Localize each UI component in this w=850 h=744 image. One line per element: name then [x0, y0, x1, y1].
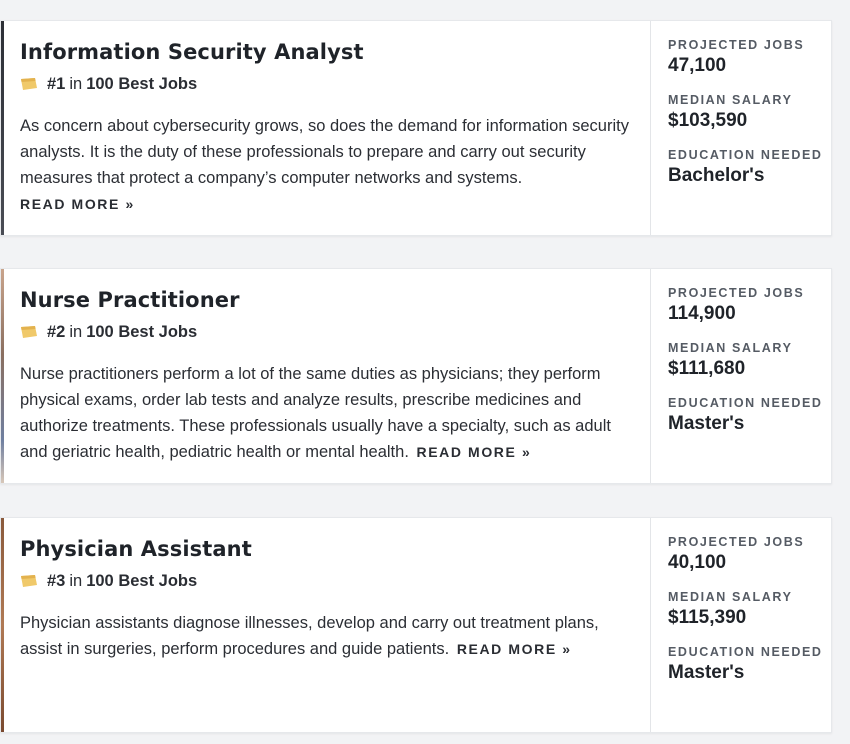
stat-label: EDUCATION NEEDED — [668, 148, 823, 162]
job-description — [20, 361, 632, 465]
stat-median-salary — [668, 92, 831, 133]
stat-education — [668, 395, 831, 436]
stat-education — [668, 644, 831, 685]
medal-icon — [20, 325, 38, 339]
medal-icon — [20, 574, 38, 588]
stat-value: Master's — [668, 662, 745, 683]
job-description-text: As concern about cybersecurity grows, so does the demand for information security analysts. It is the duty of these professionals to prepare and carry out security measures that protect a company’s computer networks and systems. — [20, 117, 629, 187]
rank-list-name: 100 Best Jobs — [86, 323, 198, 341]
stat-label: PROJECTED JOBS — [668, 286, 805, 300]
medal-icon — [20, 77, 38, 91]
stat-value: $103,590 — [668, 110, 748, 131]
rank-number: #3 — [47, 572, 66, 590]
stat-education — [668, 147, 831, 188]
stat-value: 40,100 — [668, 552, 727, 573]
stat-label: MEDIAN SALARY — [668, 93, 793, 107]
rank-line — [20, 73, 632, 95]
job-description-text: Physician assistants diagnose illnesses, develop and carry out treatment plans, assist in surgeries, perform procedures and guide patients. — [20, 614, 599, 658]
job-card — [0, 20, 832, 236]
stat-median-salary — [668, 340, 831, 381]
stat-projected-jobs — [668, 285, 831, 326]
rank-in-text: in — [69, 572, 83, 590]
stat-value: Bachelor's — [668, 165, 765, 186]
stat-label: PROJECTED JOBS — [668, 535, 805, 549]
stat-projected-jobs — [668, 37, 831, 78]
stat-label: EDUCATION NEEDED — [668, 396, 823, 410]
rank-list-name: 100 Best Jobs — [86, 572, 198, 590]
job-description-text: Nurse practitioners perform a lot of the same duties as physicians; they perform physical exams, order lab tests and analyze results, prescribe medicines and authorize treatments. These professionals usually have a specialty, such as adult and geriatric health, pediatric health or mental health. — [20, 365, 611, 461]
read-more-link[interactable]: READ MORE » — [456, 641, 572, 657]
read-more-link[interactable]: READ MORE » — [20, 196, 135, 212]
job-stats — [651, 21, 831, 235]
stat-label: EDUCATION NEEDED — [668, 645, 823, 659]
stat-value: 47,100 — [668, 55, 727, 76]
stat-value: $115,390 — [668, 607, 747, 628]
job-description — [20, 610, 632, 662]
stat-median-salary — [668, 589, 831, 630]
stat-value: 114,900 — [668, 303, 736, 324]
job-title[interactable]: Information Security Analyst — [20, 40, 364, 64]
rank-line — [20, 321, 632, 343]
job-title[interactable]: Physician Assistant — [20, 537, 252, 561]
rank-line — [20, 570, 632, 592]
rank-number: #2 — [47, 323, 66, 341]
job-description — [20, 113, 632, 217]
rank-number: #1 — [47, 75, 66, 93]
rank-list-name: 100 Best Jobs — [86, 75, 198, 93]
job-main — [1, 518, 651, 732]
job-card — [0, 517, 832, 733]
stat-value: Master's — [668, 413, 745, 434]
rank-in-text: in — [69, 323, 83, 341]
rank-in-text: in — [69, 75, 83, 93]
job-stats — [651, 269, 831, 483]
read-more-link[interactable]: READ MORE » — [416, 444, 532, 460]
stat-label: PROJECTED JOBS — [668, 38, 805, 52]
stat-value: $111,680 — [668, 358, 746, 379]
stat-label: MEDIAN SALARY — [668, 341, 793, 355]
job-main — [1, 269, 651, 483]
stat-label: MEDIAN SALARY — [668, 590, 793, 604]
job-stats — [651, 518, 831, 732]
job-main — [1, 21, 651, 235]
job-title[interactable]: Nurse Practitioner — [20, 288, 240, 312]
stat-projected-jobs — [668, 534, 831, 575]
job-card — [0, 268, 832, 484]
